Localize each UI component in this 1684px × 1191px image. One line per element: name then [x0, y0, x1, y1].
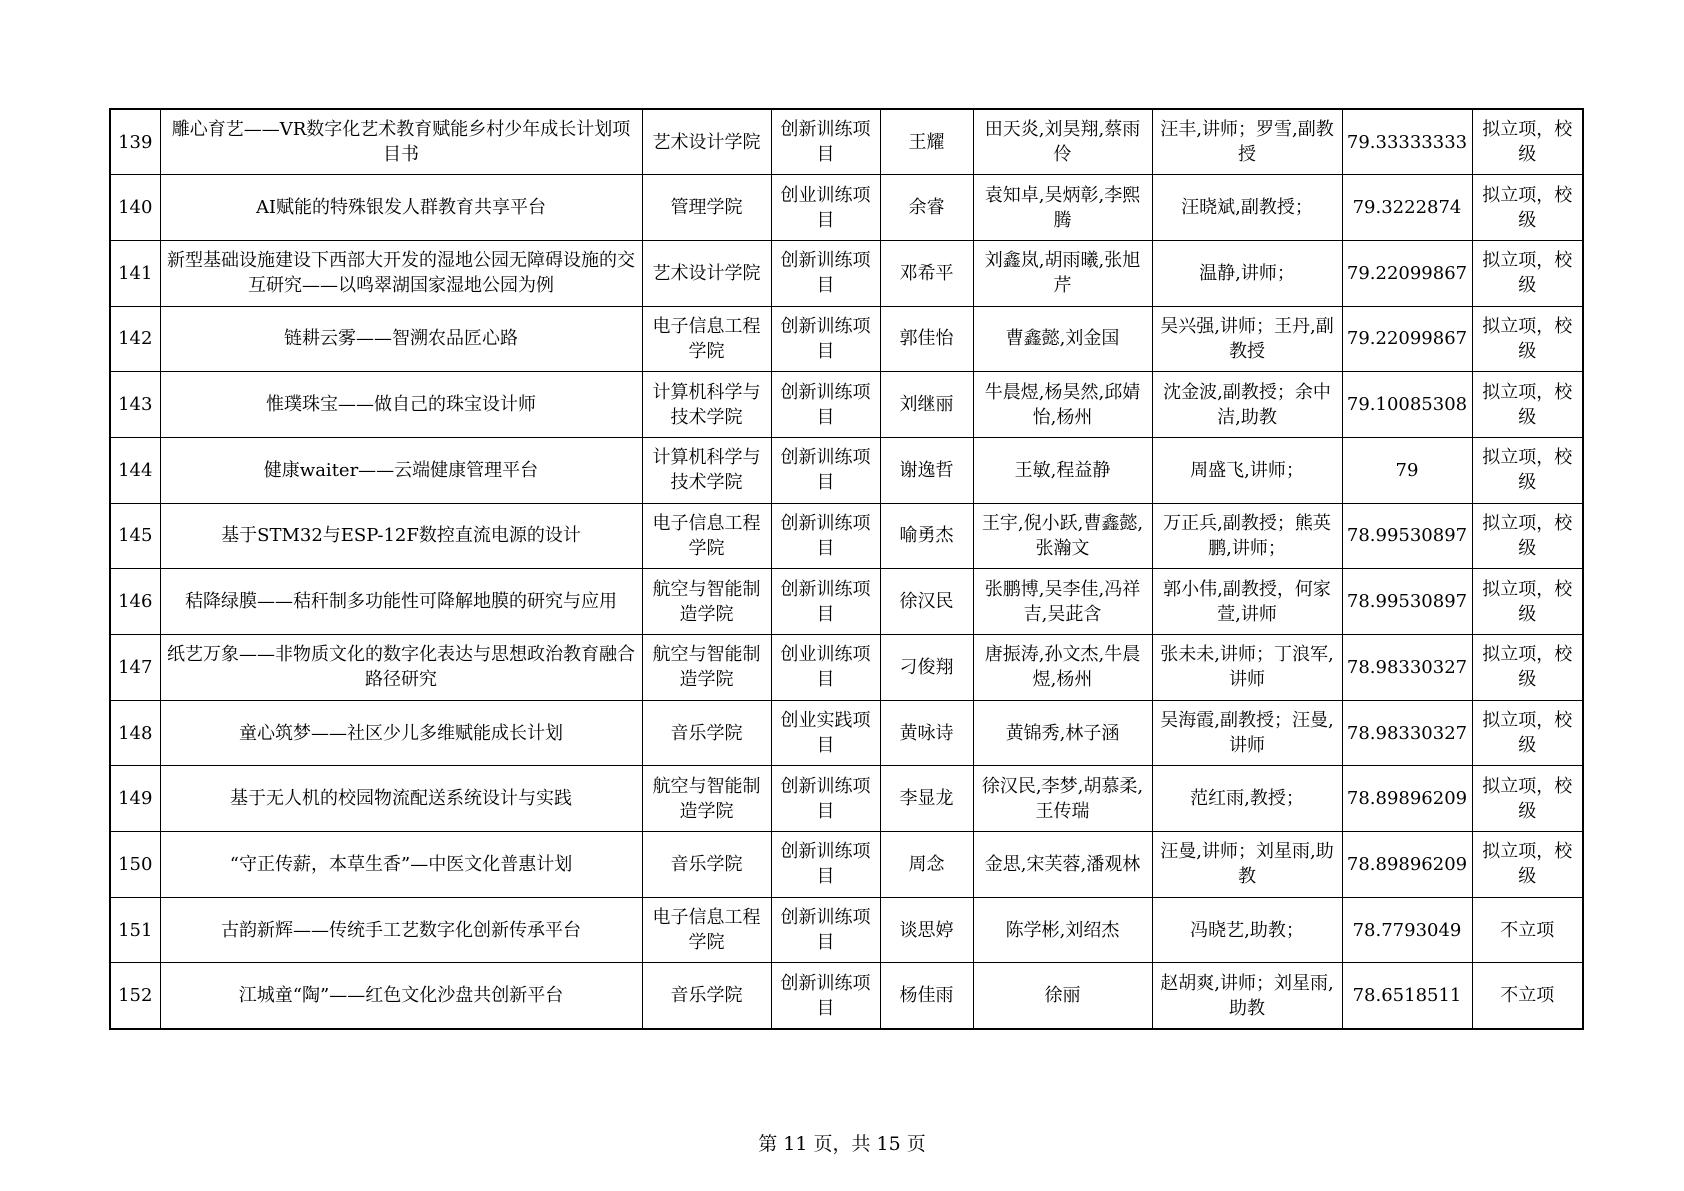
team-members-cell: 田天炎,刘昊翔,蔡雨伶 — [973, 109, 1152, 175]
college-cell: 艺术设计学院 — [642, 109, 771, 175]
team-members-cell: 黄锦秀,林子涵 — [973, 700, 1152, 766]
project-name-cell: 基于STM32与ESP-12F数控直流电源的设计 — [160, 503, 642, 569]
score-cell: 79.22099867 — [1342, 240, 1472, 306]
row-number-cell: 140 — [110, 175, 160, 241]
college-cell: 音乐学院 — [642, 832, 771, 898]
project-leader-cell: 刘继丽 — [880, 372, 973, 438]
table-row — [110, 963, 1583, 1029]
row-number-cell: 152 — [110, 963, 160, 1029]
project-type-cell: 创业实践项目 — [771, 700, 880, 766]
score-cell: 78.89896209 — [1342, 766, 1472, 832]
approval-status-cell: 拟立项，校级 — [1472, 832, 1583, 898]
advisor-cell: 郭小伟,副教授，何家萱,讲师 — [1152, 569, 1342, 635]
table-row — [110, 306, 1583, 372]
row-number-cell: 146 — [110, 569, 160, 635]
project-name-cell: 基于无人机的校园物流配送系统设计与实践 — [160, 766, 642, 832]
approval-status-cell: 拟立项，校级 — [1472, 372, 1583, 438]
score-cell: 79 — [1342, 437, 1472, 503]
project-leader-cell: 余睿 — [880, 175, 973, 241]
team-members-cell: 曹鑫懿,刘金国 — [973, 306, 1152, 372]
row-number-cell: 151 — [110, 897, 160, 963]
table-row — [110, 437, 1583, 503]
project-name-cell: 雕心育艺——VR数字化艺术教育赋能乡村少年成长计划项目书 — [160, 109, 642, 175]
row-number-cell: 145 — [110, 503, 160, 569]
table-row — [110, 700, 1583, 766]
table-row — [110, 372, 1583, 438]
approval-status-cell: 拟立项，校级 — [1472, 240, 1583, 306]
project-type-cell: 创新训练项目 — [771, 240, 880, 306]
project-type-cell: 创新训练项目 — [771, 372, 880, 438]
score-cell: 79.33333333 — [1342, 109, 1472, 175]
project-leader-cell: 邓希平 — [880, 240, 973, 306]
project-leader-cell: 周念 — [880, 832, 973, 898]
approval-status-cell: 拟立项，校级 — [1472, 437, 1583, 503]
team-members-cell: 袁知卓,吴炳彰,李熙腾 — [973, 175, 1152, 241]
project-name-cell: “守正传薪，本草生香”—中医文化普惠计划 — [160, 832, 642, 898]
table-row — [110, 240, 1583, 306]
college-cell: 音乐学院 — [642, 700, 771, 766]
approval-status-cell: 拟立项，校级 — [1472, 635, 1583, 701]
project-leader-cell: 郭佳怡 — [880, 306, 973, 372]
project-leader-cell: 徐汉民 — [880, 569, 973, 635]
score-cell: 79.22099867 — [1342, 306, 1472, 372]
advisor-cell: 汪晓斌,副教授； — [1152, 175, 1342, 241]
project-name-cell: 新型基础设施建设下西部大开发的湿地公园无障碍设施的交互研究——以鸣翠湖国家湿地公园为例 — [160, 240, 642, 306]
approval-status-cell: 拟立项，校级 — [1472, 766, 1583, 832]
row-number-cell: 150 — [110, 832, 160, 898]
project-leader-cell: 王耀 — [880, 109, 973, 175]
row-number-cell: 147 — [110, 635, 160, 701]
project-leader-cell: 黄咏诗 — [880, 700, 973, 766]
page-footer: 第 11 页，共 15 页 — [758, 1133, 926, 1155]
advisor-cell: 汪丰,讲师；罗雪,副教授 — [1152, 109, 1342, 175]
advisor-cell: 沈金波,副教授；余中洁,助教 — [1152, 372, 1342, 438]
project-leader-cell: 谈思婷 — [880, 897, 973, 963]
project-name-cell: 江城童“陶”——红色文化沙盘共创新平台 — [160, 963, 642, 1029]
score-cell: 78.7793049 — [1342, 897, 1472, 963]
table-row — [110, 635, 1583, 701]
project-name-cell: 秸降绿膜——秸秆制多功能性可降解地膜的研究与应用 — [160, 569, 642, 635]
team-members-cell: 徐汉民,李梦,胡慕柔,王传瑞 — [973, 766, 1152, 832]
row-number-cell: 141 — [110, 240, 160, 306]
college-cell: 航空与智能制造学院 — [642, 569, 771, 635]
score-cell: 78.6518511 — [1342, 963, 1472, 1029]
advisor-cell: 冯晓艺,助教； — [1152, 897, 1342, 963]
table-row — [110, 832, 1583, 898]
team-members-cell: 王宇,倪小跃,曹鑫懿,张瀚文 — [973, 503, 1152, 569]
table-row — [110, 897, 1583, 963]
project-type-cell: 创业训练项目 — [771, 175, 880, 241]
team-members-cell: 刘鑫岚,胡雨曦,张旭芹 — [973, 240, 1152, 306]
score-cell: 78.98330327 — [1342, 700, 1472, 766]
project-type-cell: 创新训练项目 — [771, 306, 880, 372]
project-type-cell: 创新训练项目 — [771, 503, 880, 569]
project-leader-cell: 喻勇杰 — [880, 503, 973, 569]
college-cell: 航空与智能制造学院 — [642, 766, 771, 832]
advisor-cell: 周盛飞,讲师； — [1152, 437, 1342, 503]
approval-status-cell: 不立项 — [1472, 963, 1583, 1029]
college-cell: 艺术设计学院 — [642, 240, 771, 306]
row-number-cell: 148 — [110, 700, 160, 766]
team-members-cell: 牛晨煜,杨昊然,邱婧怡,杨州 — [973, 372, 1152, 438]
project-table — [109, 108, 1584, 1030]
table-row — [110, 766, 1583, 832]
row-number-cell: 149 — [110, 766, 160, 832]
project-name-cell: 链耕云雾——智溯农品匠心路 — [160, 306, 642, 372]
project-leader-cell: 刁俊翔 — [880, 635, 973, 701]
project-type-cell: 创新训练项目 — [771, 766, 880, 832]
college-cell: 电子信息工程学院 — [642, 503, 771, 569]
project-leader-cell: 杨佳雨 — [880, 963, 973, 1029]
score-cell: 79.10085308 — [1342, 372, 1472, 438]
table-row — [110, 569, 1583, 635]
score-cell: 78.89896209 — [1342, 832, 1472, 898]
team-members-cell: 徐丽 — [973, 963, 1152, 1029]
score-cell: 78.98330327 — [1342, 635, 1472, 701]
advisor-cell: 范红雨,教授； — [1152, 766, 1342, 832]
team-members-cell: 唐振涛,孙文杰,牛晨煜,杨州 — [973, 635, 1152, 701]
team-members-cell: 金思,宋芙蓉,潘观林 — [973, 832, 1152, 898]
college-cell: 管理学院 — [642, 175, 771, 241]
advisor-cell: 吴海霞,副教授；汪曼,讲师 — [1152, 700, 1342, 766]
score-cell: 79.3222874 — [1342, 175, 1472, 241]
project-leader-cell: 谢逸哲 — [880, 437, 973, 503]
advisor-cell: 温静,讲师； — [1152, 240, 1342, 306]
college-cell: 电子信息工程学院 — [642, 897, 771, 963]
project-type-cell: 创新训练项目 — [771, 963, 880, 1029]
project-type-cell: 创新训练项目 — [771, 569, 880, 635]
score-cell: 78.99530897 — [1342, 503, 1472, 569]
advisor-cell: 张未未,讲师；丁浪军,讲师 — [1152, 635, 1342, 701]
team-members-cell: 王敏,程益静 — [973, 437, 1152, 503]
project-leader-cell: 李显龙 — [880, 766, 973, 832]
project-name-cell: 健康waiter——云端健康管理平台 — [160, 437, 642, 503]
row-number-cell: 143 — [110, 372, 160, 438]
advisor-cell: 赵胡爽,讲师；刘星雨,助教 — [1152, 963, 1342, 1029]
college-cell: 航空与智能制造学院 — [642, 635, 771, 701]
row-number-cell: 139 — [110, 109, 160, 175]
team-members-cell: 张鹏博,吴李佳,冯祥吉,吴茈含 — [973, 569, 1152, 635]
college-cell: 计算机科学与技术学院 — [642, 437, 771, 503]
team-members-cell: 陈学彬,刘绍杰 — [973, 897, 1152, 963]
advisor-cell: 万正兵,副教授；熊英鹏,讲师； — [1152, 503, 1342, 569]
project-type-cell: 创新训练项目 — [771, 832, 880, 898]
approval-status-cell: 拟立项，校级 — [1472, 175, 1583, 241]
approval-status-cell: 拟立项，校级 — [1472, 306, 1583, 372]
project-type-cell: 创业训练项目 — [771, 635, 880, 701]
approval-status-cell: 拟立项，校级 — [1472, 503, 1583, 569]
approval-status-cell: 拟立项，校级 — [1472, 109, 1583, 175]
college-cell: 音乐学院 — [642, 963, 771, 1029]
approval-status-cell: 拟立项，校级 — [1472, 569, 1583, 635]
table-row — [110, 109, 1583, 175]
project-name-cell: 古韵新辉——传统手工艺数字化创新传承平台 — [160, 897, 642, 963]
score-cell: 78.99530897 — [1342, 569, 1472, 635]
project-name-cell: 纸艺万象——非物质文化的数字化表达与思想政治教育融合路径研究 — [160, 635, 642, 701]
table-row — [110, 175, 1583, 241]
approval-status-cell: 不立项 — [1472, 897, 1583, 963]
college-cell: 电子信息工程学院 — [642, 306, 771, 372]
table-row — [110, 503, 1583, 569]
advisor-cell: 吴兴强,讲师；王丹,副教授 — [1152, 306, 1342, 372]
project-name-cell: 童心筑梦——社区少儿多维赋能成长计划 — [160, 700, 642, 766]
advisor-cell: 汪曼,讲师；刘星雨,助教 — [1152, 832, 1342, 898]
project-type-cell: 创新训练项目 — [771, 109, 880, 175]
row-number-cell: 142 — [110, 306, 160, 372]
approval-status-cell: 拟立项，校级 — [1472, 700, 1583, 766]
project-name-cell: AI赋能的特殊银发人群教育共享平台 — [160, 175, 642, 241]
row-number-cell: 144 — [110, 437, 160, 503]
project-name-cell: 惟璞珠宝——做自己的珠宝设计师 — [160, 372, 642, 438]
college-cell: 计算机科学与技术学院 — [642, 372, 771, 438]
project-type-cell: 创新训练项目 — [771, 437, 880, 503]
table-body — [110, 109, 1583, 1029]
project-type-cell: 创新训练项目 — [771, 897, 880, 963]
